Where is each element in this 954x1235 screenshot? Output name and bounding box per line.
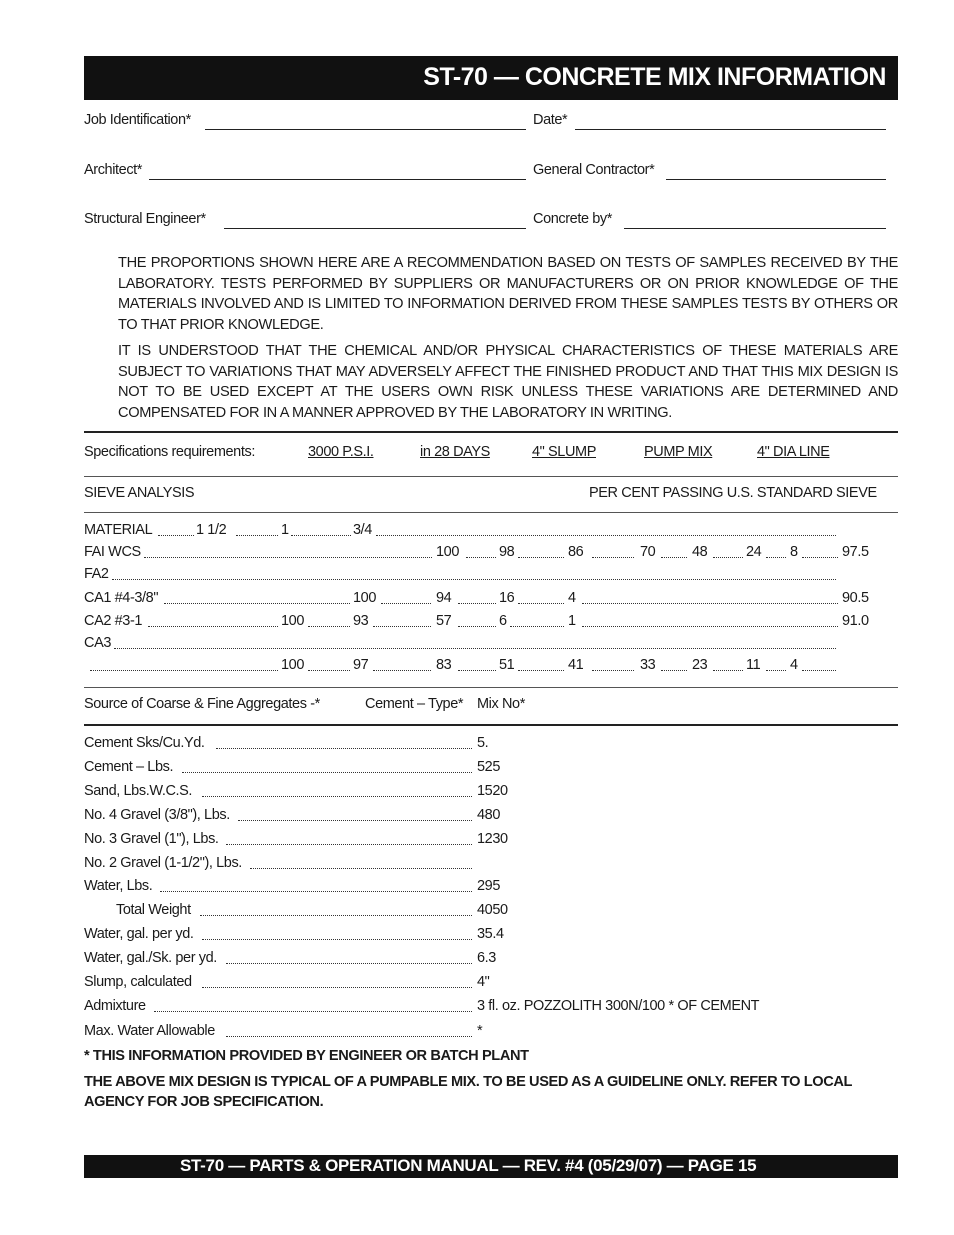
dot-leader [458, 626, 496, 627]
mix-item-label: Admixture [84, 998, 146, 1014]
specs-psi: 3000 P.S.I. [308, 444, 374, 460]
sieve-value: 4 [790, 657, 798, 673]
mix-item-value: 1230 [477, 831, 508, 847]
dot-leader [202, 987, 472, 988]
sieve-value: 100 [281, 613, 304, 629]
sieve-row-name: FA2 [84, 566, 109, 582]
dot-leader [458, 670, 496, 671]
mix-item-value: 1520 [477, 783, 508, 799]
sieve-value: 83 [436, 657, 452, 673]
structural-engineer-label: Structural Engineer* [84, 211, 206, 227]
sieve-value: 100 [436, 544, 459, 560]
mix-item-label: No. 3 Gravel (1"), Lbs. [84, 831, 219, 847]
concrete-by-line[interactable] [624, 228, 886, 229]
divider [84, 476, 898, 477]
mix-item-value: 480 [477, 807, 500, 823]
dot-leader [182, 772, 472, 773]
sieve-value: 11 [746, 657, 761, 673]
sieve-value: 41 [568, 657, 584, 673]
divider [84, 431, 898, 433]
date-label: Date* [533, 112, 568, 128]
sieve-value: 16 [499, 590, 515, 606]
dot-leader [90, 670, 278, 671]
dot-leader [458, 603, 496, 604]
sieve-value: 91.0 [842, 613, 869, 629]
dot-leader [216, 748, 472, 749]
mix-item-label: Water, gal. per yd. [84, 926, 194, 942]
dot-leader [518, 557, 564, 558]
dot-leader [373, 670, 431, 671]
dot-leader [582, 603, 838, 604]
dot-leader [713, 670, 743, 671]
sieve-value: 97.5 [842, 544, 869, 560]
dot-leader [376, 535, 836, 536]
specs-slump: 4" SLUMP [532, 444, 596, 460]
sieve-value: 93 [353, 613, 369, 629]
dot-leader [766, 670, 786, 671]
sieve-header-size: 3/4 [353, 522, 372, 538]
disclaimer-paragraph-1: THE PROPORTIONS SHOWN HERE ARE A RECOMMENDATION BASED ON TESTS OF SAMPLES RECEIVED BY THE LABORATORY. TESTS PERFORMED BY SUPPLIERS OR MANUFACTURERS OR ON PRIOR KNOWLEDGE OF THE MATERIALS INVOLVED AND IS LIMITED TO INFORMATION DERIVED FROM THESE SAMPLES TESTS BY OTHERS OR TO THAT PRIOR KNOWLEDGE. [118, 255, 898, 333]
dot-leader [236, 535, 278, 536]
dot-leader [144, 557, 432, 558]
dot-leader [308, 626, 350, 627]
dot-leader [291, 535, 351, 536]
mix-item-value: 3 fl. oz. POZZOLITH 300N/100 * OF CEMENT [477, 998, 760, 1014]
mix-item-value: 295 [477, 878, 500, 894]
sieve-value: 1 [568, 613, 576, 629]
dot-leader [661, 670, 687, 671]
specs-pump: PUMP MIX [644, 444, 713, 460]
sieve-value: 51 [499, 657, 515, 673]
dot-leader [510, 626, 564, 627]
concrete-by-label: Concrete by* [533, 211, 613, 227]
sieve-right-label: PER CENT PASSING U.S. STANDARD SIEVE [589, 485, 877, 501]
dot-leader [466, 557, 496, 558]
dot-leader [238, 820, 472, 821]
structural-engineer-field[interactable] [84, 211, 526, 231]
sieve-row-name: CA2 #3-1 [84, 613, 143, 629]
job-identification-field[interactable] [84, 112, 526, 132]
mix-item-label: No. 2 Gravel (1-1/2"), Lbs. [84, 855, 242, 871]
mix-item-label: Slump, calculated [84, 974, 192, 990]
dot-leader [164, 603, 350, 604]
date-line[interactable] [575, 129, 886, 130]
sieve-value: 23 [692, 657, 708, 673]
mix-item-label: Cement Sks/Cu.Yd. [84, 735, 205, 751]
footer-text: ST-70 — PARTS & OPERATION MANUAL — REV. #4 (05/29/07) — PAGE 15 [180, 1156, 757, 1175]
dot-leader [308, 670, 350, 671]
date-field[interactable] [533, 112, 886, 132]
sieve-label: SIEVE ANALYSIS [84, 485, 195, 501]
mix-item-label: Cement – Lbs. [84, 759, 174, 775]
sieve-value: 97 [353, 657, 369, 673]
architect-label: Architect* [84, 162, 143, 178]
dot-leader [148, 626, 278, 627]
dot-leader [373, 626, 431, 627]
dot-leader [713, 557, 743, 558]
mix-item-label: Max. Water Allowable [84, 1023, 215, 1039]
dot-leader [766, 557, 786, 558]
disclaimer-paragraph-2: IT IS UNDERSTOOD THAT THE CHEMICAL AND/OR PHYSICAL CHARACTERISTICS OF THESE MATERIALS ARE SUBJECT TO VARIATIONS THAT MAY ADVERSELY AFFECT THE FINISHED PRODUCT AND THAT THIS MIX DESIGN IS NOT TO BE USED EXCEPT AT THE USERS OWN RISK UNLESS THESE VARIATIONS ARE DETERMINED AND COMPENSATED FOR IN A MANNER APPROVED BY THE LABORATORY IN WRITING. [118, 343, 898, 421]
architect-field[interactable] [84, 162, 526, 182]
dot-leader [250, 868, 472, 869]
dot-leader [114, 648, 836, 649]
general-contractor-field[interactable] [533, 162, 886, 182]
dot-leader [202, 939, 472, 940]
dot-leader [582, 626, 838, 627]
structural-engineer-line[interactable] [224, 228, 526, 229]
general-contractor-label: General Contractor* [533, 162, 655, 178]
sieve-row-name: FAI WCS [84, 544, 141, 560]
sieve-value: 24 [746, 544, 762, 560]
source-aggregates-label: Source of Coarse & Fine Aggregates -* [84, 696, 320, 712]
sieve-row-name: CA3 [84, 635, 112, 651]
sieve-value: 6 [499, 613, 507, 629]
divider [84, 512, 898, 513]
job-identification-label: Job Identification* [84, 112, 191, 128]
dot-leader [154, 1011, 472, 1012]
page-title: ST-70 — CONCRETE MIX INFORMATION [423, 63, 886, 91]
dot-leader [592, 557, 634, 558]
dot-leader [226, 844, 472, 845]
mix-item-value: 5. [477, 735, 489, 751]
dot-leader [518, 603, 564, 604]
mix-item-label: No. 4 Gravel (3/8"), Lbs. [84, 807, 230, 823]
sieve-value: 48 [692, 544, 708, 560]
sieve-header-material: MATERIAL [84, 522, 153, 538]
mix-item-label: Water, Lbs. [84, 878, 153, 894]
mix-item-label: Water, gal./Sk. per yd. [84, 950, 217, 966]
specs-dia: 4" DIA LINE [757, 444, 830, 460]
mix-item-value: 35.4 [477, 926, 504, 942]
general-contractor-line[interactable] [666, 179, 886, 180]
sieve-value: 90.5 [842, 590, 869, 606]
engineer-note: * THIS INFORMATION PROVIDED BY ENGINEER OR BATCH PLANT [84, 1048, 529, 1064]
cement-type-label: Cement – Type* [365, 696, 464, 712]
concrete-by-field[interactable] [533, 211, 886, 231]
mix-no-label: Mix No* [477, 696, 525, 712]
mix-item-value: 525 [477, 759, 500, 775]
sieve-row-name: CA1 #4-3/8" [84, 590, 159, 606]
dot-leader [381, 603, 431, 604]
mix-item-value: * [477, 1023, 483, 1039]
job-identification-line[interactable] [205, 129, 526, 130]
divider [84, 724, 898, 726]
sieve-value: 57 [436, 613, 452, 629]
mix-item-label: Sand, Lbs.W.C.S. [84, 783, 193, 799]
dot-leader [661, 557, 687, 558]
dot-leader [226, 1036, 472, 1037]
footer-bar [84, 1155, 898, 1178]
sieve-value: 33 [640, 657, 656, 673]
dot-leader [160, 891, 472, 892]
dot-leader [200, 915, 472, 916]
sieve-value: 100 [353, 590, 376, 606]
architect-line[interactable] [149, 179, 526, 180]
sieve-value: 98 [499, 544, 515, 560]
sieve-value: 8 [790, 544, 798, 560]
specs-label: Specifications requirements: [84, 444, 255, 460]
sieve-header-size: 1 1/2 [196, 522, 227, 538]
dot-leader [802, 557, 838, 558]
title-bar [84, 56, 898, 100]
divider [84, 687, 898, 688]
mix-item-value: 6.3 [477, 950, 496, 966]
dot-leader [518, 670, 564, 671]
dot-leader [112, 579, 836, 580]
sieve-value: 70 [640, 544, 656, 560]
dot-leader [802, 670, 836, 671]
sieve-value: 4 [568, 590, 576, 606]
sieve-value: 86 [568, 544, 584, 560]
mix-item-label: Total Weight [116, 902, 191, 918]
sieve-value: 94 [436, 590, 452, 606]
dot-leader [226, 963, 472, 964]
mix-item-value: 4" [477, 974, 490, 990]
dot-leader [592, 670, 634, 671]
dot-leader [202, 796, 472, 797]
dot-leader [158, 535, 194, 536]
specs-days: in 28 DAYS [420, 444, 490, 460]
mix-item-value: 4050 [477, 902, 508, 918]
sieve-value: 100 [281, 657, 304, 673]
mix-design-note: THE ABOVE MIX DESIGN IS TYPICAL OF A PUMPABLE MIX. TO BE USED AS A GUIDELINE ONLY. REFER TO LOCAL AGENCY FOR JOB SPECIFICATION. [84, 1074, 852, 1110]
sieve-header-size: 1 [281, 522, 289, 538]
